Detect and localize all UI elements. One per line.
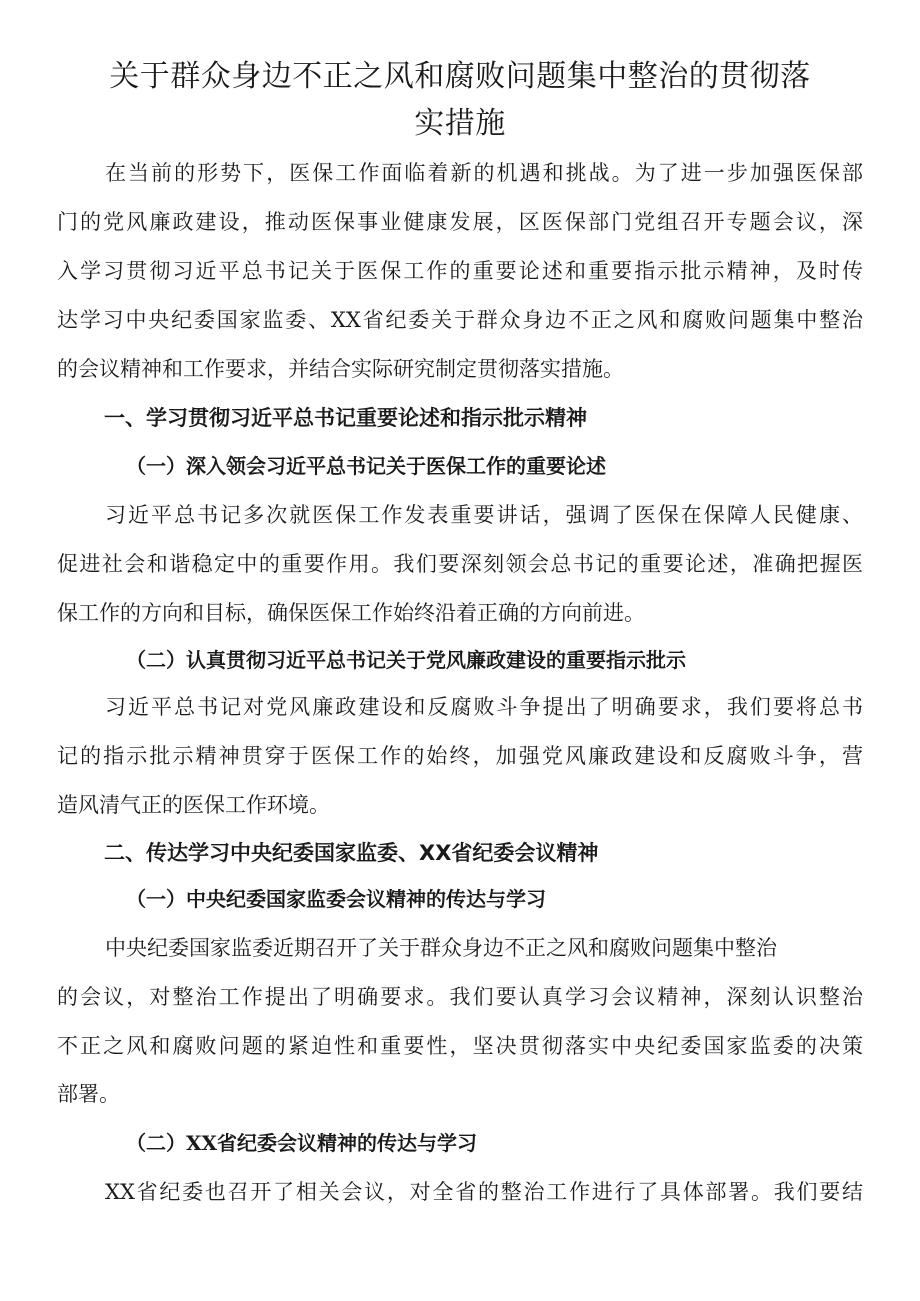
intro-line: 在当前的形势下，医保工作面临着新的机遇和挑战。为了进一步加强医保部 — [105, 161, 863, 185]
document-title-line-2: 实措施 — [414, 106, 506, 141]
section-1-sub-2-line: 习近平总书记对党风廉政建设和反腐败斗争提出了明确要求，我们要将总书 — [105, 695, 863, 719]
section-1-sub-1-line: 保工作的方向和目标，确保医保工作始终沿着正确的方向前进。 — [57, 601, 645, 625]
section-1-sub-1-line: 促进社会和谐稳定中的重要作用。我们要深刻领会总书记的重要论述，准确把握医 — [57, 552, 863, 576]
section-2-sub-1-line: 不正之风和腐败问题的紧迫性和重要性，坚决贯彻落实中央纪委国家监委的决策 — [57, 1034, 863, 1058]
intro-line: 达学习中央纪委国家监委、XX省纪委关于群众身边不正之风和腐败问题集中整治 — [57, 308, 863, 332]
section-2-heading: 二、传达学习中央纪委国家监委、XX省纪委会议精神 — [104, 841, 599, 865]
intro-line: 入学习贯彻习近平总书记关于医保工作的重要论述和重要指示批示精神，及时传 — [57, 259, 863, 283]
intro-line: 门的党风廉政建设，推动医保事业健康发展，区医保部门党组召开专题会议，深 — [57, 210, 863, 234]
section-2-sub-1-line: 的会议，对整治工作提出了明确要求。我们要认真学习会议精神，深刻认识整治 — [57, 985, 863, 1009]
section-2-sub-1-line: 中央纪委国家监委近期召开了关于群众身边不正之风和腐败问题集中整治 — [105, 936, 777, 960]
section-1-sub-2-heading: （二）认真贯彻习近平总书记关于党风廉政建设的重要指示批示 — [126, 648, 686, 672]
section-2-sub-1-heading: （一）中央纪委国家监委会议精神的传达与学习 — [126, 887, 546, 911]
section-1-sub-1-line: 习近平总书记多次就医保工作发表重要讲话，强调了医保在保障人民健康、 — [105, 503, 863, 527]
section-2-sub-2-heading: （二）XX省纪委会议精神的传达与学习 — [126, 1131, 478, 1155]
section-2-sub-2-line: XX省纪委也召开了相关会议，对全省的整治工作进行了具体部署。我们要结 — [105, 1180, 863, 1204]
document-title-line-1: 关于群众身边不正之风和腐败问题集中整治的贯彻落 — [109, 59, 811, 94]
section-1-sub-2-line: 记的指示批示精神贯穿于医保工作的始终，加强党风廉政建设和反腐败斗争，营 — [57, 744, 863, 768]
section-1-sub-2-line: 造风清气正的医保工作环境。 — [57, 793, 330, 817]
section-1-heading: 一、学习贯彻习近平总书记重要论述和指示批示精神 — [104, 406, 587, 430]
section-1-sub-1-heading: （一）深入领会习近平总书记关于医保工作的重要论述 — [126, 454, 606, 478]
intro-line: 的会议精神和工作要求，并结合实际研究制定贯彻落实措施。 — [57, 357, 624, 381]
section-2-sub-1-line: 部署。 — [57, 1082, 120, 1106]
